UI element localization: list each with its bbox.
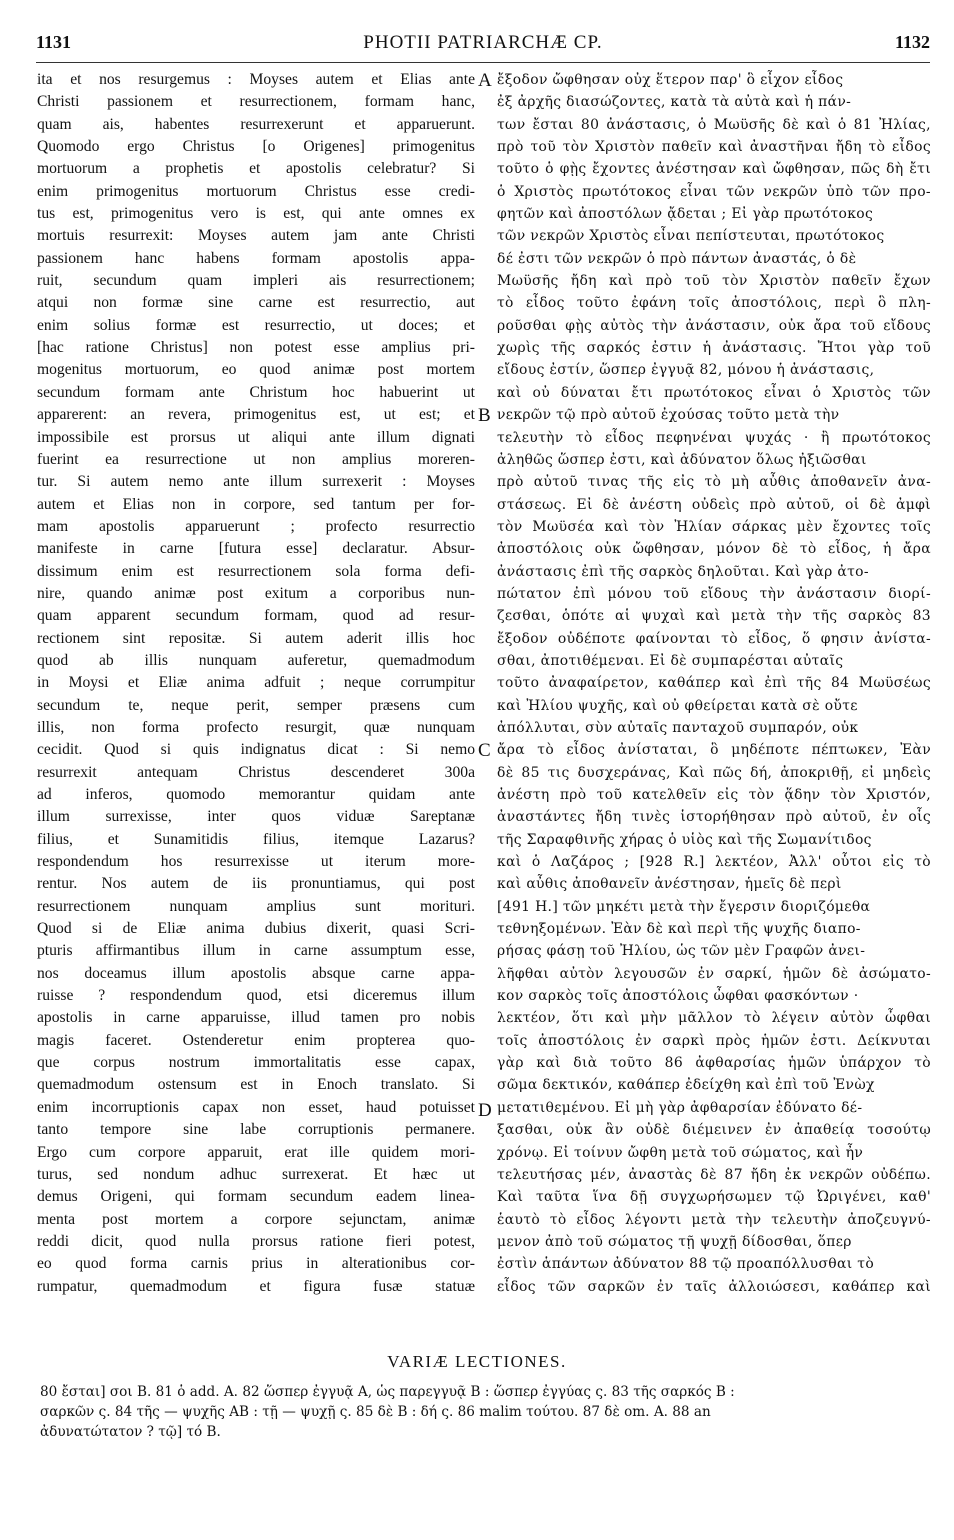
- greek-line: ἀποστόλοις οὐκ ὤφθησαν, μόνον δὲ τὸ εἶδος, ἡ ἄρα: [497, 541, 931, 558]
- latin-line: eo quod forma carnis prius in alterationibus cor-: [37, 1255, 475, 1273]
- latin-line: reddi dicit, quod nulla prorsus ratione fieri potest,: [37, 1232, 475, 1250]
- greek-line: τῶν νεκρῶν Χριστὸς εἶναι πεπίστευται, πρωτότοκος: [497, 228, 885, 245]
- greek-line: χρόνῳ. Εἰ τοίνυν ὤφθη μετὰ τοῦ σώματος, καὶ ἦν: [497, 1144, 864, 1161]
- greek-line: τὸ εἶδος τοῦτο ἐφάνη τοῖς ἀποστόλοις, περὶ ὃ πλη-: [497, 295, 931, 312]
- header-rule: [36, 62, 930, 63]
- running-title: PHOTII PATRIARCHÆ CP.: [363, 32, 603, 53]
- latin-line: quod ab illis nunquam auferetur, quemadmodum: [37, 651, 475, 669]
- greek-line: χωρὶς τῆς σαρκός ἐστιν ἡ ἀνάστασις. Ἤτοι γὰρ τοῦ: [497, 340, 931, 357]
- greek-line: τελευτὴν τὸ εἶδος πεφηνέναι ψυχάς · ἢ πρωτότοκος: [497, 429, 932, 446]
- latin-line: atqui non formæ sine carne est resurrectio, aut: [37, 294, 475, 312]
- latin-line: enim solius formæ est resurrectio, ut doces; et: [37, 316, 475, 334]
- latin-line: secundum te, neque perit, semper præsens cum: [37, 696, 475, 714]
- greek-line: ἔξοδον οὐδέποτε φαίνονται τὸ εἶδος, ὅ φησιν ἀνίστα-: [497, 630, 932, 647]
- page-header: [36, 32, 930, 62]
- greek-line: ἑαυτὸ τὸ εἶδος λέγοντι μετὰ τὴν τελευτὴν ἀποζευγνύ-: [497, 1211, 931, 1228]
- greek-line: καὶ οὐ δύναται ἔτι πρωτότοκος εἶναι ὁ Χριστὸς τῶν: [497, 384, 931, 401]
- latin-line: fuerint ea resurrectione ut non amplius moreren-: [37, 450, 475, 468]
- greek-line: πρὸ τοῦ τὸν Χριστὸν παθεῖν καὶ ἀναστῆναι ἤδη τὸ εἶδος: [497, 139, 931, 156]
- greek-line: τοῦτο ἀναφαίρετον, καθάπερ καὶ ἐπὶ τῆς 84 Μωϋσέως: [497, 675, 931, 692]
- latin-line: nire, quando animæ post exitum a corporibus nun-: [37, 584, 475, 602]
- latin-line: rentur. Nos autem de iis pronuntiamus, qui post: [37, 875, 475, 893]
- greek-line: δὲ 85 τις δυσχεράνας, Καὶ πῶς δή, ἀποκριθῇ, εἰ μηδεὶς: [497, 764, 932, 781]
- variant-reading-line: σαρκῶν ς. 84 τῆς — ψυχῆς AB : τῇ — ψυχῇ ς. 85 δὲ B : δή ς. 86 malim τούτου. 87 δὲ om. A. 88 an: [40, 1404, 711, 1420]
- latin-line: Ergo cum corpore apparuit, erat ille quidem mori-: [37, 1143, 475, 1161]
- greek-line: εἶδος τῶν σαρκῶν ἐν ταῖς ἀλλοιώσεσι, καθάπερ καὶ: [497, 1278, 932, 1295]
- greek-line: νεκρῶν τῷ πρὸ αὐτοῦ ἐχούσας τοῦτο μετὰ τὴν: [497, 407, 840, 424]
- latin-line: apparerent: an revera, primogenitus est, ut est; et: [37, 406, 475, 424]
- greek-line: πώτατον ἐπὶ μόνου τοῦ εἴδους τὴν ἀνάστασιν διορί-: [497, 585, 931, 602]
- greek-line: κον σαρκὸς τοῖς ἀποστόλοις ὦφθαι φασκόντων ·: [497, 988, 859, 1005]
- greek-line: ἐξ ἀρχῆς διασώζοντες, κατὰ τὰ αὐτὰ καὶ ἡ πάν-: [497, 94, 852, 111]
- latin-line: tus est, primogenitus vero is est, qui ante omnes ex: [37, 205, 475, 223]
- greek-line: Καὶ ταῦτα ἵνα δῇ συγχωρήσωμεν τῷ Ὠριγένει, καθ': [497, 1189, 931, 1206]
- latin-line: demus Origeni, qui formam secundum eadem linea-: [37, 1188, 475, 1206]
- latin-line: illum surrexisse, inter quos viduæ Sareptanæ: [37, 808, 475, 826]
- latin-line: enim primogenitus mortuorum Christus esse credi-: [37, 182, 475, 200]
- greek-line: ἀληθῶς ὥσπερ ἐστι, καὶ ἀδύνατον ὅλως ἠξιῶσθαι: [497, 451, 867, 468]
- greek-line: Μωϋσῆς ἤδη καὶ πρὸ τοῦ τὸν Χριστὸν παθεῖν ἔχων: [497, 273, 931, 290]
- latin-line: manifeste in carne [futura esse] declaratur. Absur-: [37, 540, 475, 558]
- latin-line: [hac ratione Christus] non potest esse amplius pri-: [37, 339, 475, 357]
- latin-line: mam apostolis apparuerunt ; profecto resurrectio: [37, 517, 475, 535]
- latin-line: Christi passionem et resurrectionem, formam hanc,: [37, 93, 475, 111]
- greek-line: τὸν Μωϋσέα καὶ τὸν Ἠλίαν σάρκας μὲν ἔχοντες τοῖς: [497, 518, 931, 535]
- latin-line: mogenitus mortuorum, eo quod animæ post mortem: [37, 361, 475, 379]
- variae-heading: VARIÆ LECTIONES.: [387, 1352, 567, 1371]
- latin-line: ita et nos resurgemus : Moyses autem et Elias ante: [37, 71, 475, 88]
- latin-line: Quomodo ergo Christus [o Origenes] primogenitus: [37, 138, 475, 156]
- latin-line: apostolis in carne apparuisse, illud tamen pro nobis: [37, 1009, 475, 1027]
- greek-line: φητῶν καὶ ἀποστόλων ᾄδεται ; Εἰ γὰρ πρωτότοκος: [497, 206, 874, 223]
- greek-column: [497, 69, 931, 1298]
- latin-line: rumpatur, quemadmodum et figura fusæ statuæ: [37, 1277, 475, 1295]
- latin-line: turus, sed nondum adhuc surrexerat. Et hæc ut: [37, 1165, 475, 1183]
- greek-line: τοῖς ἀποστόλοις ἐν σαρκὶ πρὸς ἡμῶν ἐστι. Δείκνυται: [497, 1032, 931, 1049]
- latin-line: mortuorum a prophetis et apostolis celebratur? Si: [37, 160, 475, 178]
- greek-line: ἀνάστασις ἐπὶ τῆς σαρκὸς δηλοῦται. Καὶ γὰρ ἀτο-: [497, 563, 869, 580]
- latin-line: tanto tempore sine labe corruptionis permanere.: [37, 1121, 475, 1139]
- latin-line: resurrexit antequam Christus descenderet 300a: [37, 763, 475, 781]
- latin-line: cecidit. Quod si quis indignatus dicat : Si nemo: [37, 741, 475, 759]
- latin-line: menta post mortem a corpore sejunctam, animæ: [37, 1210, 475, 1228]
- greek-line: ὁ Χριστὸς πρωτότοκος εἶναι τῶν νεκρῶν ὑπὸ τῶν προ-: [497, 183, 931, 200]
- greek-line: σθαι, ἀποτιθέμεναι. Εἰ δὲ συμπαρέσται αὐταῖς: [497, 652, 844, 669]
- greek-line: ζεσθαι, ὁπότε αἱ ψυχαὶ καὶ μετὰ τὴν τῆς σαρκὸς 83: [497, 608, 931, 625]
- latin-line: in Moysi et Eliæ anima adfuit ; neque corrumpitur: [37, 674, 475, 692]
- greek-line: ἐστὶν ἁπάντων ἀδύνατον 88 τῷ προαπόλλυσθαι τὸ: [497, 1256, 875, 1273]
- latin-line: rectionem sint repositæ. Si autem aderit illis hoc: [37, 629, 475, 647]
- margin-letter-c: C: [478, 740, 491, 761]
- latin-line: secundum formam ante Christum hoc habuerint ut: [37, 383, 475, 401]
- latin-line: passionem hanc habens formam apostolis appa-: [37, 249, 475, 267]
- greek-line: τελευτήσας μέν, ἀναστὰς δὲ 87 ἤδη ἐκ νεκρῶν οὐδέπω.: [497, 1166, 931, 1183]
- latin-line: enim incorruptionis capax non esset, haud potuisset: [37, 1098, 475, 1116]
- latin-line: pturis affirmantibus illum in carne assumptum esse,: [37, 942, 475, 960]
- latin-line: illis, non forma profecto resurgit, quæ nunquam: [37, 718, 475, 736]
- greek-line: λεκτέον, ὅτι καὶ μὴν μᾶλλον τὸ λέγειν αὐτὸν ὦφθαι: [497, 1010, 931, 1027]
- latin-line: respondendum hos resurrexisse ut iterum more-: [37, 853, 475, 871]
- page-number-left: 1131: [36, 32, 72, 52]
- greek-line: καὶ αὖθις ἀποθανεῖν ἀνέστησαν, ἡμεῖς δὲ περὶ: [497, 876, 842, 893]
- variant-reading-line: 80 ἔσται] σοι B. 81 ὁ add. A. 82 ὥσπερ ἐγγυᾷ A, ὡς παρεγγυᾷ B : ὥσπερ ἐγγύας ς. 83 τῆς σαρκός B :: [40, 1384, 735, 1400]
- latin-line: magis faceret. Ostenderetur enim propterea quo-: [37, 1031, 475, 1049]
- greek-line: μενον ἀπὸ τοῦ σώματος τῇ ψυχῇ δίδοσθαι, ὅπερ: [497, 1233, 852, 1250]
- latin-column: [37, 69, 475, 1298]
- greek-line: ἀνέστη πρὸ τοῦ κατελθεῖν εἰς τὸν ᾅδην τὸν Χριστόν,: [497, 787, 932, 803]
- latin-line: nos doceamus illum apostolis absque carne appa-: [37, 964, 475, 982]
- greek-line: [491 H.] τῶν μηκέτι μετὰ τὴν ἔγερσιν διοριζόμεθα: [497, 898, 871, 915]
- greek-line: μετατιθεμένου. Εἰ μὴ γὰρ ἀφθαρσίαν ἐδύνατο δέ-: [497, 1099, 863, 1116]
- latin-line: tur. Si autem nemo ante illum surrexerit : Moyses: [37, 473, 475, 491]
- greek-line: ροῦσθαι φῂς αὐτὸς τὴν ἀνάστασιν, οὐκ ἄρα τοῦ εἴδους: [497, 317, 931, 334]
- greek-line: σῶμα δεκτικόν, καθάπερ ἐδείχθη καὶ ἐπὶ τοῦ Ἐνὼχ: [497, 1077, 875, 1094]
- latin-line: ruisse ? respondendum quod, etsi diceremus illum: [37, 987, 475, 1005]
- margin-letter-a: A: [478, 70, 492, 91]
- latin-line: quam ais, habentes resurrexerunt et apparuerunt.: [37, 115, 475, 133]
- greek-line: ἄρα τὸ εἶδος ἀνίσταται, ὃ μηδέποτε πέπτωκεν, Ἐὰν: [497, 742, 932, 759]
- greek-line: εἴδους ἐστίν, ὥσπερ ἐγγυᾷ 82, μόνου ἡ ἀνάστασις,: [497, 362, 875, 379]
- greek-line: τοῦτο ὁ φῂς ἔχοντες ἀνέστησαν καὶ ὤφθησαν, πῶς δὴ ἔτι: [497, 161, 932, 178]
- greek-line: πρὸ αὐτοῦ τινας τῆς εἰς τὸ μὴ αὖθις ἀποθανεῖν ἀνα-: [497, 474, 931, 491]
- latin-line: impossibile est prorsus ut aliqui ante illum dignati: [37, 428, 475, 446]
- latin-line: que corpus nostrum immortalitatis esse capax,: [37, 1054, 475, 1072]
- greek-line: στάσεως. Εἰ δὲ ἀνέστη οὐδεὶς πρὸ αὐτοῦ, οἱ δὲ ἀμφὶ: [497, 496, 931, 513]
- page-number-right: 1132: [894, 32, 930, 52]
- greek-line: γὰρ καὶ διὰ τοῦτο 86 ἀφθαρσίας ἡμῶν ὑπάρχον τὸ: [497, 1055, 931, 1072]
- variae-notes: [40, 1382, 930, 1442]
- greek-line: ἀπόλλυται, σὺν αὐταῖς πανταχοῦ συμπαρόν, οὐκ: [497, 719, 859, 736]
- greek-line: λῆφθαι αὐτὸν λεγουσῶν ἐν σαρκί, ἡμῶν δὲ ἀσώματο-: [497, 965, 932, 982]
- greek-line: ἔξοδον ὤφθησαν οὐχ ἕτερον παρ' ὃ εἶχον εἶδος: [497, 72, 844, 88]
- latin-line: ad inferos, quomodo memorantur quidam ante: [37, 786, 475, 803]
- greek-line: καὶ Ἠλίου ψυχῆς, καὶ οὐ φθείρεται κατὰ σὲ οὔτε: [497, 697, 858, 714]
- latin-line: dissimum enim est resurrectionem sola forma defi-: [37, 562, 475, 580]
- latin-line: mortuis resurrexit: Moyses autem jam ante Christi: [37, 227, 475, 245]
- latin-line: autem et Elias non in corpore, sed tantum per for-: [37, 495, 475, 513]
- latin-line: quam apparent secundum formam, quod ad resur-: [37, 607, 475, 625]
- greek-line: ρήσας φάσῃ τοῦ Ἠλίου, ὡς τῶν μὲν Γραφῶν ἀνει-: [497, 943, 866, 960]
- latin-line: filius, et Sunamitidis filius, itemque Lazarus?: [37, 830, 475, 848]
- greek-line: ἀναστάντες ἤδη τινὲς ἱστορήθησαν πρὸ αὐτοῦ, ἐν οἷς: [497, 809, 932, 826]
- greek-line: καὶ ὁ Λαζάρος ; [928 R.] λεκτέον, Ἀλλ' οὗτοι εἰς τὸ: [497, 854, 932, 871]
- latin-line: resurrectionem nunquam amplius sunt morituri.: [37, 897, 475, 915]
- margin-letter-b: B: [478, 405, 491, 426]
- latin-line: ruit, secundum quam impleri ais resurrectionem;: [37, 272, 475, 290]
- greek-line: των ἔσται 80 ἀνάστασις, ὁ Μωϋσῆς δὲ καὶ ὁ 81 Ἠλίας,: [497, 116, 931, 133]
- latin-line: quemadmodum ostensum est in Enoch translato. Si: [37, 1076, 475, 1094]
- latin-line: Quod si de Eliæ anima dubius dixerit, quasi Scri-: [37, 920, 475, 938]
- greek-line: ξασθαι, οὐκ ἂν οὐδὲ διέμεινεν ἐν ἀπαθείᾳ τοσούτῳ: [497, 1122, 932, 1139]
- margin-letter-d: D: [478, 1100, 492, 1121]
- variant-reading-line: ἀδυνατώτατον ? τῷ] τό B.: [40, 1424, 221, 1440]
- greek-line: δέ ἐστι τῶν νεκρῶν ὁ πρὸ πάντων ἀναστάς, ὁ δὲ: [497, 250, 857, 267]
- greek-line: τῆς Σαραφθινῆς χήρας ὁ υἱὸς καὶ τῆς Σωμανίτιδος: [497, 831, 872, 848]
- greek-line: τεθνηξομένων. Ἐὰν δὲ καὶ περὶ τῆς ψυχῆς διαπο-: [497, 921, 861, 938]
